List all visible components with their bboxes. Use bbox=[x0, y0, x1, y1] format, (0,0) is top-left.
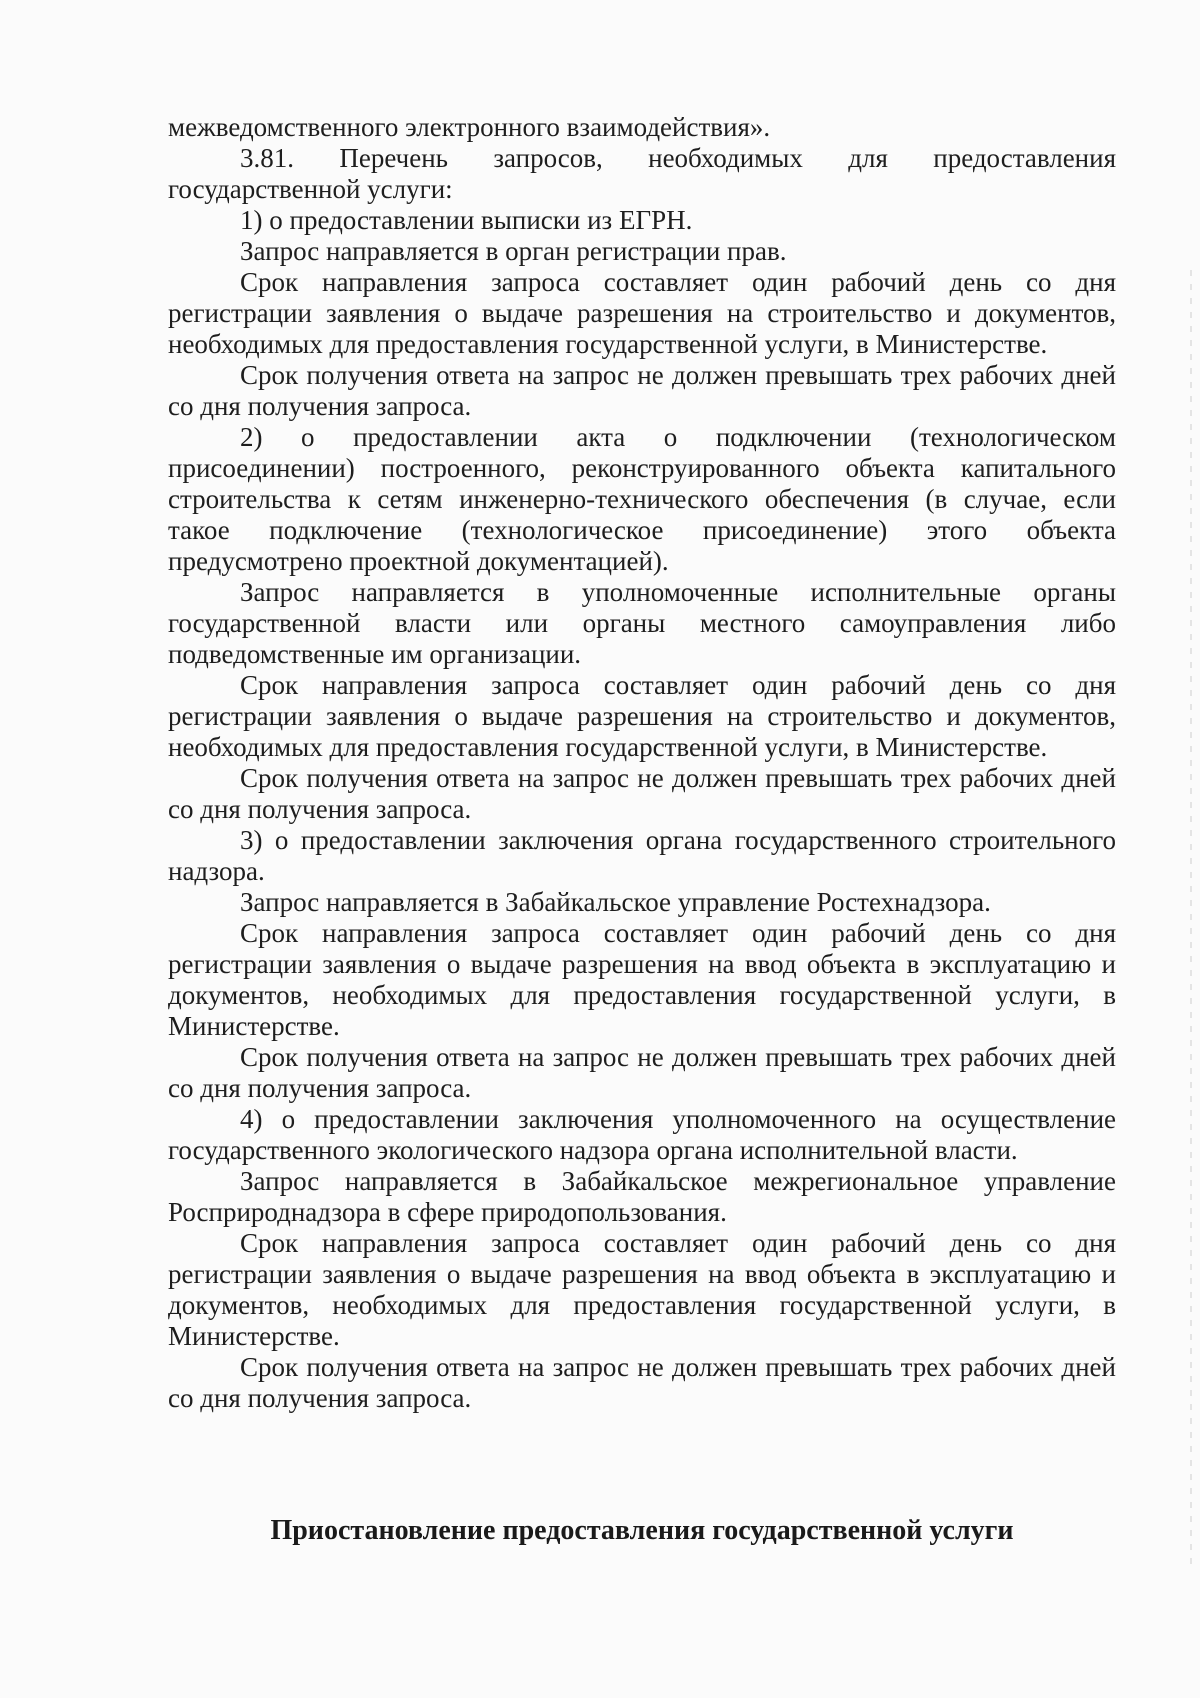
paragraph-request-4-recipient: Запрос направляется в Забайкальское межрегиональное управление Росприроднадзора в сфере природопользования. bbox=[168, 1166, 1116, 1227]
paragraph-request-3-reply-term: Срок получения ответа на запрос не должен превышать трех рабочих дней со дня получения запроса. bbox=[168, 1042, 1116, 1103]
paragraph-request-2-reply-term: Срок получения ответа на запрос не должен превышать трех рабочих дней со дня получения запроса. bbox=[168, 763, 1116, 824]
paragraph-item-3-81: 3.81. Перечень запросов, необходимых для предоставления государственной услуги: bbox=[168, 143, 1116, 204]
paragraph-request-1-reply-term: Срок получения ответа на запрос не должен превышать трех рабочих дней со дня получения запроса. bbox=[168, 360, 1116, 421]
scan-edge-mark bbox=[1190, 270, 1192, 1570]
paragraph-request-2: 2) о предоставлении акта о подключении (технологическом присоединении) построенного, реконструированного объекта капитального строительства к сетям инженерно-технического обеспечения (в случае, если такое подключение (технологическое присоединение) этого объекта предусмотрено проектной документацией). bbox=[168, 422, 1116, 576]
paragraph-request-1: 1) о предоставлении выписки из ЕГРН. bbox=[240, 205, 693, 235]
paragraph-request-4-reply-term: Срок получения ответа на запрос не должен превышать трех рабочих дней со дня получения запроса. bbox=[168, 1352, 1116, 1413]
section-heading: Приостановление предоставления государственной услуги bbox=[270, 1515, 1014, 1546]
paragraph-request-3-send-term: Срок направления запроса составляет один рабочий день со дня регистрации заявления о выдаче разрешения на ввод объекта в эксплуатацию и документов, необходимых для предоставления государственной услуги, в Министерстве. bbox=[168, 918, 1116, 1041]
paragraph-request-4: 4) о предоставлении заключения уполномоченного на осуществление государственного экологического надзора органа исполнительной власти. bbox=[168, 1104, 1116, 1165]
paragraph-continuation: межведомственного электронного взаимодействия». bbox=[168, 112, 771, 142]
paragraph-request-3: 3) о предоставлении заключения органа государственного строительного надзора. bbox=[168, 825, 1116, 886]
paragraph-request-2-send-term: Срок направления запроса составляет один рабочий день со дня регистрации заявления о выдаче разрешения на строительство и документов, необходимых для предоставления государственной услуги, в Министерстве. bbox=[168, 670, 1116, 762]
document-body bbox=[168, 112, 1116, 1414]
paragraph-request-4-send-term: Срок направления запроса составляет один рабочий день со дня регистрации заявления о выдаче разрешения на ввод объекта в эксплуатацию и документов, необходимых для предоставления государственной услуги, в Министерстве. bbox=[168, 1228, 1116, 1351]
paragraph-request-1-send-term: Срок направления запроса составляет один рабочий день со дня регистрации заявления о выдаче разрешения на строительство и документов, необходимых для предоставления государственной услуги, в Министерстве. bbox=[168, 267, 1116, 359]
paragraph-request-3-recipient: Запрос направляется в Забайкальское управление Ростехнадзора. bbox=[240, 887, 991, 917]
paragraph-request-1-recipient: Запрос направляется в орган регистрации прав. bbox=[240, 236, 787, 266]
paragraph-request-2-recipient: Запрос направляется в уполномоченные исполнительные органы государственной власти или органы местного самоуправления либо подведомственные им организации. bbox=[168, 577, 1116, 669]
